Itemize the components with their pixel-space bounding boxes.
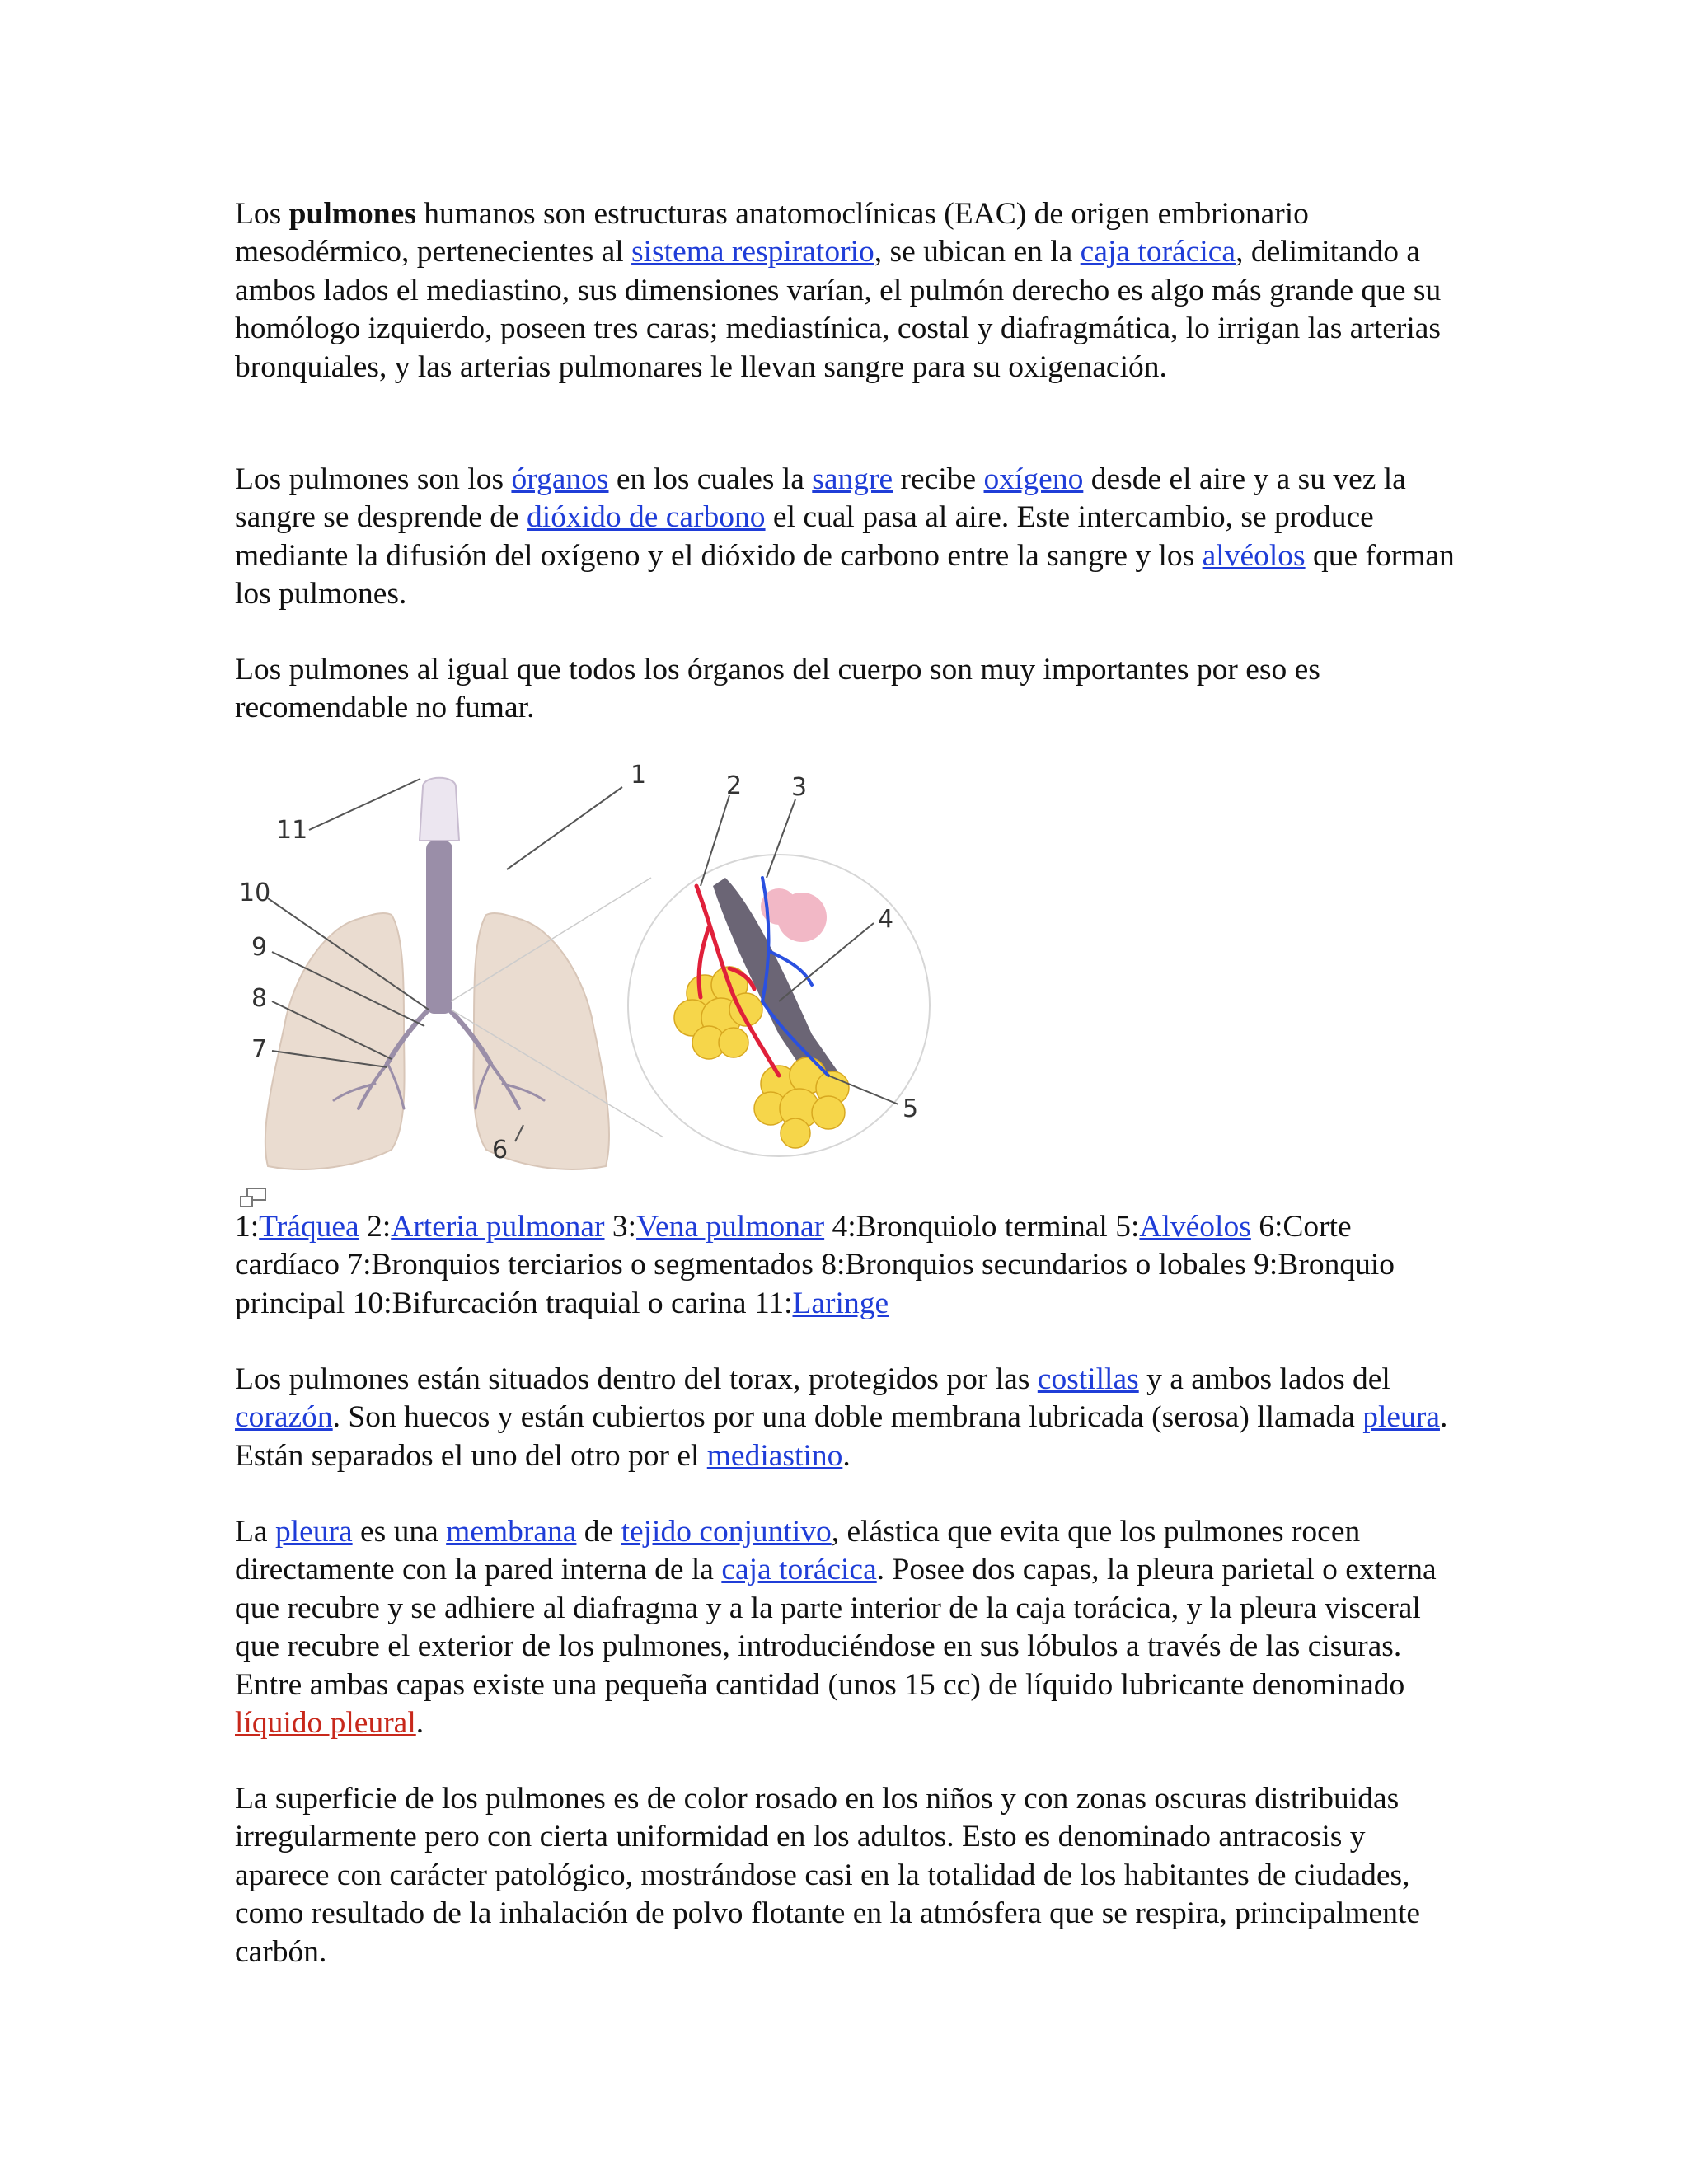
left-lung-shape xyxy=(473,913,609,1169)
text: , elástica que evita que los pulmones rocen directamente con la pared interna de la xyxy=(235,1515,1361,1587)
text: La xyxy=(235,1515,275,1549)
paragraph-intro xyxy=(235,195,1455,387)
label-2: 2 xyxy=(726,771,743,800)
link-dioxido-de-carbono[interactable]: dióxido de carbono xyxy=(527,500,766,535)
text: . Son huecos y están cubiertos por una doble membrana lubricada (serosa) llamada xyxy=(332,1400,1363,1435)
text: Los pulmones al igual que todos los órganos del cuerpo son muy importantes por eso es recomendable no fumar. xyxy=(235,653,1320,725)
link-alveolos[interactable]: alvéolos xyxy=(1202,538,1306,573)
text: Los pulmones son los xyxy=(235,462,512,496)
paragraph-exchange xyxy=(235,461,1455,614)
text: La superficie de los pulmones es de color rosado en los niños y con zonas oscuras distribuidas irregularmente pero con cierta uniformidad en los adultos. Esto es denominado antracosis y aparece con carácter patológico, mostrándose casi en la totalidad de los habitantes de ciudades, como resultado de la inhalación de polvo flotante en la atmósfera que se respira, principalmente carbón. xyxy=(235,1782,1421,1969)
text: . Están separados el uno del otro por el xyxy=(235,1400,1448,1473)
larynx-shape xyxy=(420,778,459,841)
paragraph-location xyxy=(235,1361,1455,1475)
text: . Posee dos capas, la pleura parietal o externa que recubre y se adhiere al diafragma y a la parte interior de la caja torácica, y la pleura visceral que recubre el exterior de los pulmones, introduciéndose en sus lóbulos a través de las cisuras. Entre ambas capas existe una pequeña cantidad (unos 15 cc) de líquido lubricante denominado xyxy=(235,1553,1437,1702)
text: que forman los pulmones. xyxy=(235,538,1455,612)
link-costillas[interactable]: costillas xyxy=(1037,1362,1139,1396)
link-alveolos[interactable]: Alvéolos xyxy=(1139,1210,1251,1244)
text: y a ambos lados del xyxy=(1138,1362,1390,1396)
text: Los xyxy=(235,197,289,231)
link-caja-toracica[interactable]: caja torácica xyxy=(721,1553,877,1587)
link-pleura[interactable]: pleura xyxy=(1362,1400,1440,1435)
label-1: 1 xyxy=(631,762,647,790)
link-caja-toracica[interactable]: caja torácica xyxy=(1080,235,1236,269)
text: 6:Corte cardíaco 7:Bronquios terciarios o segmentados 8:Bronquios secundarios o lobales 9:Bronquio principal 10:Bifurcación traquial o carina 11: xyxy=(235,1210,1395,1320)
label-3: 3 xyxy=(791,773,808,802)
link-sangre[interactable]: sangre xyxy=(812,462,893,496)
label-11: 11 xyxy=(276,816,308,845)
link-traquea[interactable]: Tráquea xyxy=(259,1210,359,1244)
text: desde el aire y a su vez la sangre se desprende de xyxy=(235,462,1406,535)
link-membrana[interactable]: membrana xyxy=(446,1515,577,1549)
label-4: 4 xyxy=(878,905,894,934)
label-7: 7 xyxy=(251,1035,268,1064)
link-vena-pulmonar[interactable]: Vena pulmonar xyxy=(636,1210,825,1244)
text: . xyxy=(842,1438,851,1473)
paragraph-pleura xyxy=(235,1513,1455,1742)
link-organos[interactable]: órganos xyxy=(511,462,609,496)
label-8: 8 xyxy=(251,984,268,1013)
text: 1: xyxy=(235,1210,260,1244)
enlarge-icon[interactable] xyxy=(239,1187,269,1210)
link-pleura[interactable]: pleura xyxy=(274,1515,353,1549)
text: 3: xyxy=(604,1210,637,1244)
lungs-diagram xyxy=(235,762,1059,1174)
text: 4:Bronquiolo terminal 5: xyxy=(824,1210,1140,1244)
text: 2: xyxy=(359,1210,392,1244)
text: en los cuales la xyxy=(608,462,813,496)
figure-caption xyxy=(235,1208,1455,1323)
bold-term-pulmones: pulmones xyxy=(288,197,416,231)
link-arteria-pulmonar[interactable]: Arteria pulmonar xyxy=(391,1210,605,1244)
label-10: 10 xyxy=(239,879,271,907)
text: , se ubican en la xyxy=(874,235,1081,269)
link-tejido-conjuntivo[interactable]: tejido conjuntivo xyxy=(621,1515,832,1549)
link-laringe[interactable]: Laringe xyxy=(792,1286,889,1320)
label-5: 5 xyxy=(903,1094,919,1123)
text: humanos son estructuras anatomoclínicas (EAC) de origen embrionario mesodérmico, pertenecientes al xyxy=(235,197,1309,269)
trachea-shape xyxy=(426,841,452,1014)
text: es una xyxy=(352,1515,447,1549)
link-sistema-respiratorio[interactable]: sistema respiratorio xyxy=(631,235,874,269)
text: , delimitando a ambos lados el mediastino, sus dimensiones varían, el pulmón derecho es algo más grande que su homólogo izquierdo, poseen tres caras; mediastínica, costal y diafragmática, lo irrigan las arterias bronquiales, y las arterias pulmonares le llevan sangre para su oxigenación. xyxy=(235,235,1442,384)
link-oxigeno[interactable]: oxígeno xyxy=(983,462,1084,496)
text: de xyxy=(576,1515,621,1549)
label-9: 9 xyxy=(251,933,268,962)
paragraph-surface xyxy=(235,1780,1455,1971)
right-lung-shape xyxy=(265,913,405,1169)
text: el cual pasa al aire. Este intercambio, se produce mediante la difusión del oxígeno y el dióxido de carbono entre la sangre y los xyxy=(235,500,1374,573)
text: recibe xyxy=(893,462,984,496)
link-mediastino[interactable]: mediastino xyxy=(706,1438,843,1473)
link-corazon[interactable]: corazón xyxy=(235,1400,333,1435)
text: Los pulmones están situados dentro del torax, protegidos por las xyxy=(235,1362,1038,1396)
label-6: 6 xyxy=(492,1136,509,1165)
paragraph-no-fumar xyxy=(235,651,1455,728)
text: . xyxy=(415,1706,424,1741)
link-liquido-pleural[interactable]: líquido pleural xyxy=(235,1706,416,1741)
